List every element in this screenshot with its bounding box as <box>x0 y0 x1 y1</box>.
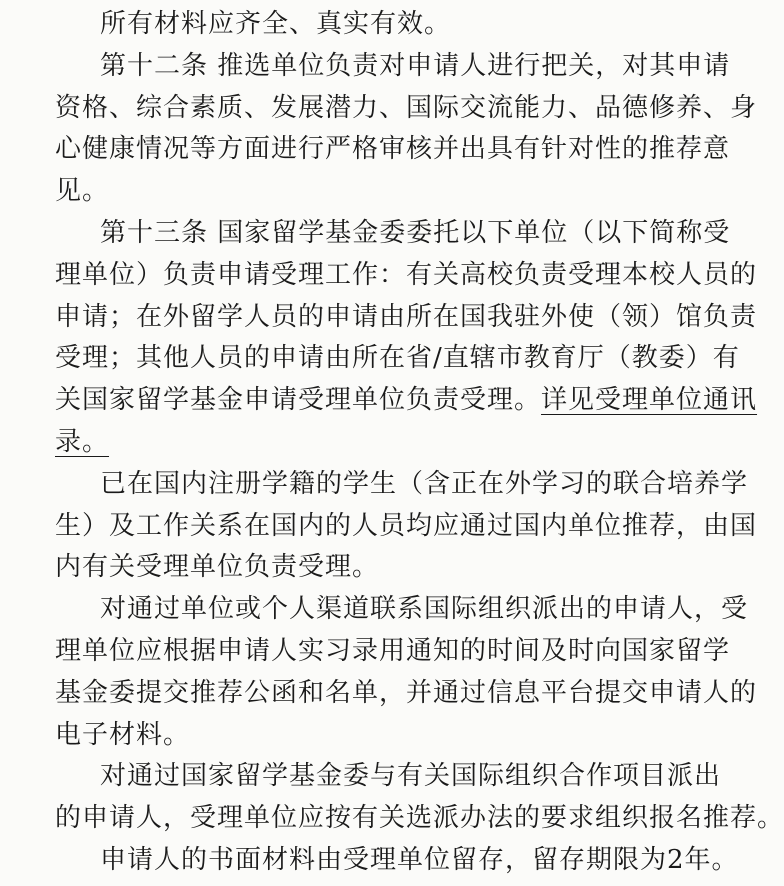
retention-period-line: 申请人的书面材料由受理单位留存，留存期限为2年。 <box>100 845 739 875</box>
contact-directory-link[interactable]: 详见受理单位通讯 <box>541 385 758 416</box>
domestic-students-line-3: 内有关受理单位负责受理。 <box>55 552 380 583</box>
intl-org-channel-line-1: 对通过单位或个人渠道联系国际组织派出的申请人，受 <box>100 594 749 625</box>
article-13-line-5-text: 关国家留学基金申请受理单位负责受理。 <box>55 385 542 416</box>
article-13-line-1: 第十三条 国家留学基金委委托以下单位（以下简称受 <box>100 218 731 248</box>
domestic-students-line-1: 已在国内注册学籍的学生（含正在外学习的联合培养学 <box>100 468 749 499</box>
article-13-line-3: 申请；在外留学人员的申请由所在国我驻外使（领）馆负责 <box>55 301 758 332</box>
article-13-line-5 <box>55 380 758 420</box>
article-12-line-1: 第十二条 推选单位负责对申请人进行把关，对其申请 <box>100 50 731 81</box>
contact-directory-link-end[interactable]: 录。 <box>55 427 110 457</box>
article-13-line-6 <box>55 422 615 462</box>
cooperation-project-line-2: 的申请人，受理单位应按有关选派办法的要求组织报名推荐。 <box>55 803 784 834</box>
article-12-line-3: 心健康情况等方面进行严格审核并出具有针对性的推荐意 <box>55 134 731 165</box>
intl-org-channel-line-3: 基金委提交推荐公函和名单，并通过信息平台提交申请人的 <box>55 677 758 708</box>
article-13-line-4: 受理；其他人员的申请由所在省/直辖市教育厅（教委）有 <box>55 343 740 374</box>
article-13-line-2: 理单位）负责申请受理工作：有关高校负责受理本校人员的 <box>55 259 758 290</box>
paragraph-1-line-1: 所有材料应齐全、真实有效。 <box>100 9 452 39</box>
intl-org-channel-line-2: 理单位应根据申请人实习录用通知的时间及时向国家留学 <box>55 636 731 666</box>
cooperation-project-line-1: 对通过国家留学基金委与有关国际组织合作项目派出 <box>100 761 722 792</box>
article-12-line-4: 见。 <box>55 176 110 207</box>
domestic-students-line-2: 生）及工作关系在国内的人员均应通过国内单位推荐，由国 <box>55 510 758 541</box>
intl-org-channel-line-4: 电子材料。 <box>55 719 191 750</box>
article-12-line-2: 资格、综合素质、发展潜力、国际交流能力、品德修养、身 <box>55 92 758 123</box>
